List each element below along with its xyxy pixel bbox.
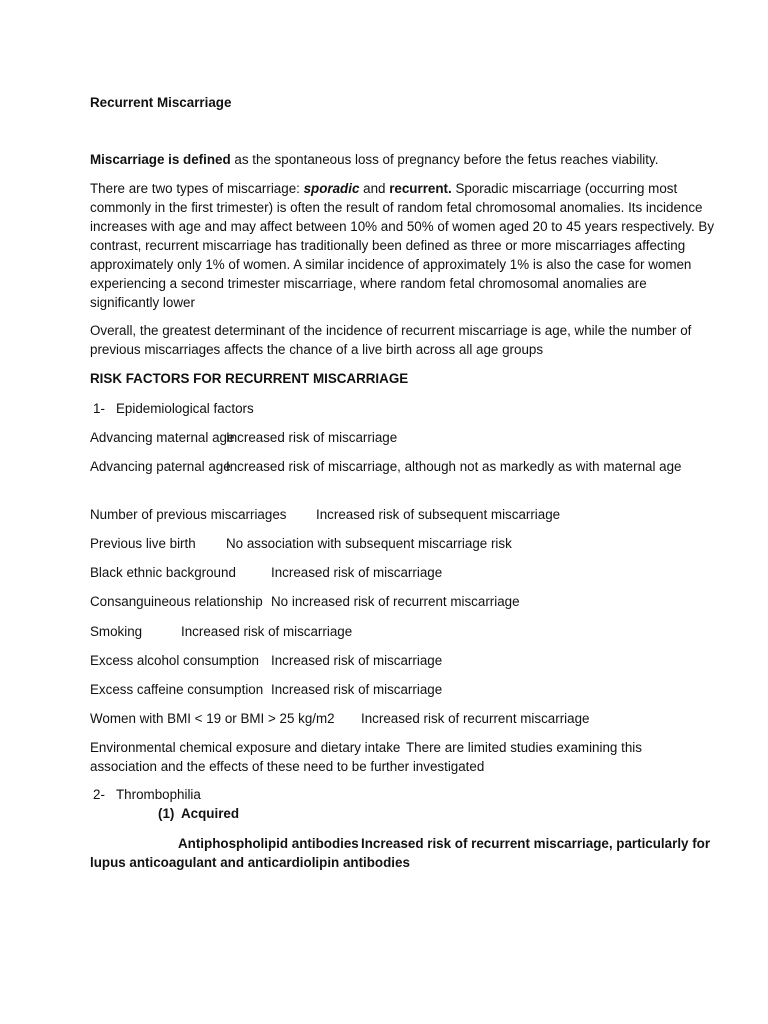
factor-row — [90, 738, 642, 757]
section-number: 1- — [93, 401, 105, 416]
factor-name: Advancing paternal age — [90, 459, 231, 474]
factor-row — [90, 534, 512, 553]
factor-name: Environmental chemical exposure and dietary intake — [90, 740, 401, 755]
section-1-item — [93, 399, 254, 418]
factor-effect: Increased risk of subsequent miscarriage — [316, 507, 561, 522]
definition-lead: Miscarriage is defined — [90, 152, 231, 167]
factor-row — [90, 428, 398, 447]
subsection-number: (1) — [158, 806, 175, 821]
types-text: There are two types of miscarriage: — [90, 181, 304, 196]
document-title: Recurrent Miscarriage — [90, 95, 232, 110]
factor-row-continuation: association and the effects of these need to be further investigated — [90, 759, 485, 774]
factor-name: Smoking — [90, 624, 143, 639]
acquired-subheading — [158, 804, 240, 823]
term-sporadic: sporadic — [303, 181, 360, 196]
factor-effect: No increased risk of recurrent miscarriage — [271, 594, 520, 609]
factor-row — [90, 592, 520, 611]
factor-name: Excess alcohol consumption — [90, 653, 259, 668]
factor-effect: There are limited studies examining this — [406, 740, 642, 755]
antiphospholipid-row — [178, 834, 711, 853]
definition-rest: as the spontaneous loss of pregnancy before the fetus reaches viability. — [230, 152, 659, 167]
factor-row — [90, 563, 443, 582]
risk-factors-heading: RISK FACTORS FOR RECURRENT MISCARRIAGE — [90, 371, 409, 386]
types-line-1 — [90, 179, 677, 198]
factor-effect: Increased risk of miscarriage — [271, 565, 443, 580]
section-number: 2- — [93, 787, 105, 802]
overall-line-2: previous miscarriages affects the chance of a live birth across all age groups — [90, 342, 544, 357]
section-2-item — [93, 785, 201, 804]
factor-effect: No association with subsequent miscarriage risk — [226, 536, 512, 551]
types-text: and — [359, 181, 390, 196]
term-recurrent: recurrent. — [389, 181, 452, 196]
factor-effect: Increased risk of recurrent miscarriage, particularly for — [361, 836, 711, 851]
factor-name: Antiphospholipid antibodies — [178, 836, 359, 851]
types-line-4: contrast, recurrent miscarriage has traditionally been defined as three or more miscarriages affecting — [90, 238, 686, 253]
factor-effect: Increased risk of miscarriage — [181, 624, 353, 639]
factor-row — [90, 709, 590, 728]
antiphospholipid-continuation: lupus anticoagulant and anticardiolipin antibodies — [90, 855, 410, 870]
types-line-7: significantly lower — [90, 295, 195, 310]
overall-line-1: Overall, the greatest determinant of the incidence of recurrent miscarriage is age, while the number of — [90, 323, 692, 338]
factor-name: Black ethnic background — [90, 565, 236, 580]
factor-effect: Increased risk of miscarriage, although not as markedly as with maternal age — [226, 459, 682, 474]
definition-line — [90, 150, 658, 169]
factor-row — [90, 622, 353, 641]
section-label: Epidemiological factors — [116, 401, 254, 416]
factor-row — [90, 505, 561, 524]
factor-name: Advancing maternal age — [90, 430, 235, 445]
factor-effect: Increased risk of recurrent miscarriage — [361, 711, 590, 726]
types-line-6: experiencing a second trimester miscarriage, where random fetal chromosomal anomalies are — [90, 276, 647, 291]
factor-row — [90, 680, 443, 699]
factor-row — [90, 457, 682, 476]
types-text: Sporadic miscarriage (occurring most — [451, 181, 678, 196]
types-line-5: approximately only 1% of women. A similar incidence of approximately 1% is also the case for women — [90, 257, 692, 272]
section-label: Thrombophilia — [116, 787, 201, 802]
factor-name: Previous live birth — [90, 536, 196, 551]
subsection-label: Acquired — [181, 806, 240, 821]
types-line-2: commonly in the first trimester) is often the result of random fetal chromosomal anomalies. Its incidence — [90, 200, 703, 215]
factor-name: Number of previous miscarriages — [90, 507, 287, 522]
factor-name: Women with BMI < 19 or BMI > 25 kg/m2 — [90, 711, 335, 726]
factor-name: Consanguineous relationship — [90, 594, 263, 609]
types-line-3: increases with age and may affect between 10% and 50% of women aged 20 to 45 years respectively. By — [90, 219, 715, 234]
factor-row — [90, 651, 443, 670]
factor-effect: Increased risk of miscarriage — [271, 682, 443, 697]
factor-effect: Increased risk of miscarriage — [271, 653, 443, 668]
factor-effect: Increased risk of miscarriage — [226, 430, 398, 445]
factor-name: Excess caffeine consumption — [90, 682, 264, 697]
